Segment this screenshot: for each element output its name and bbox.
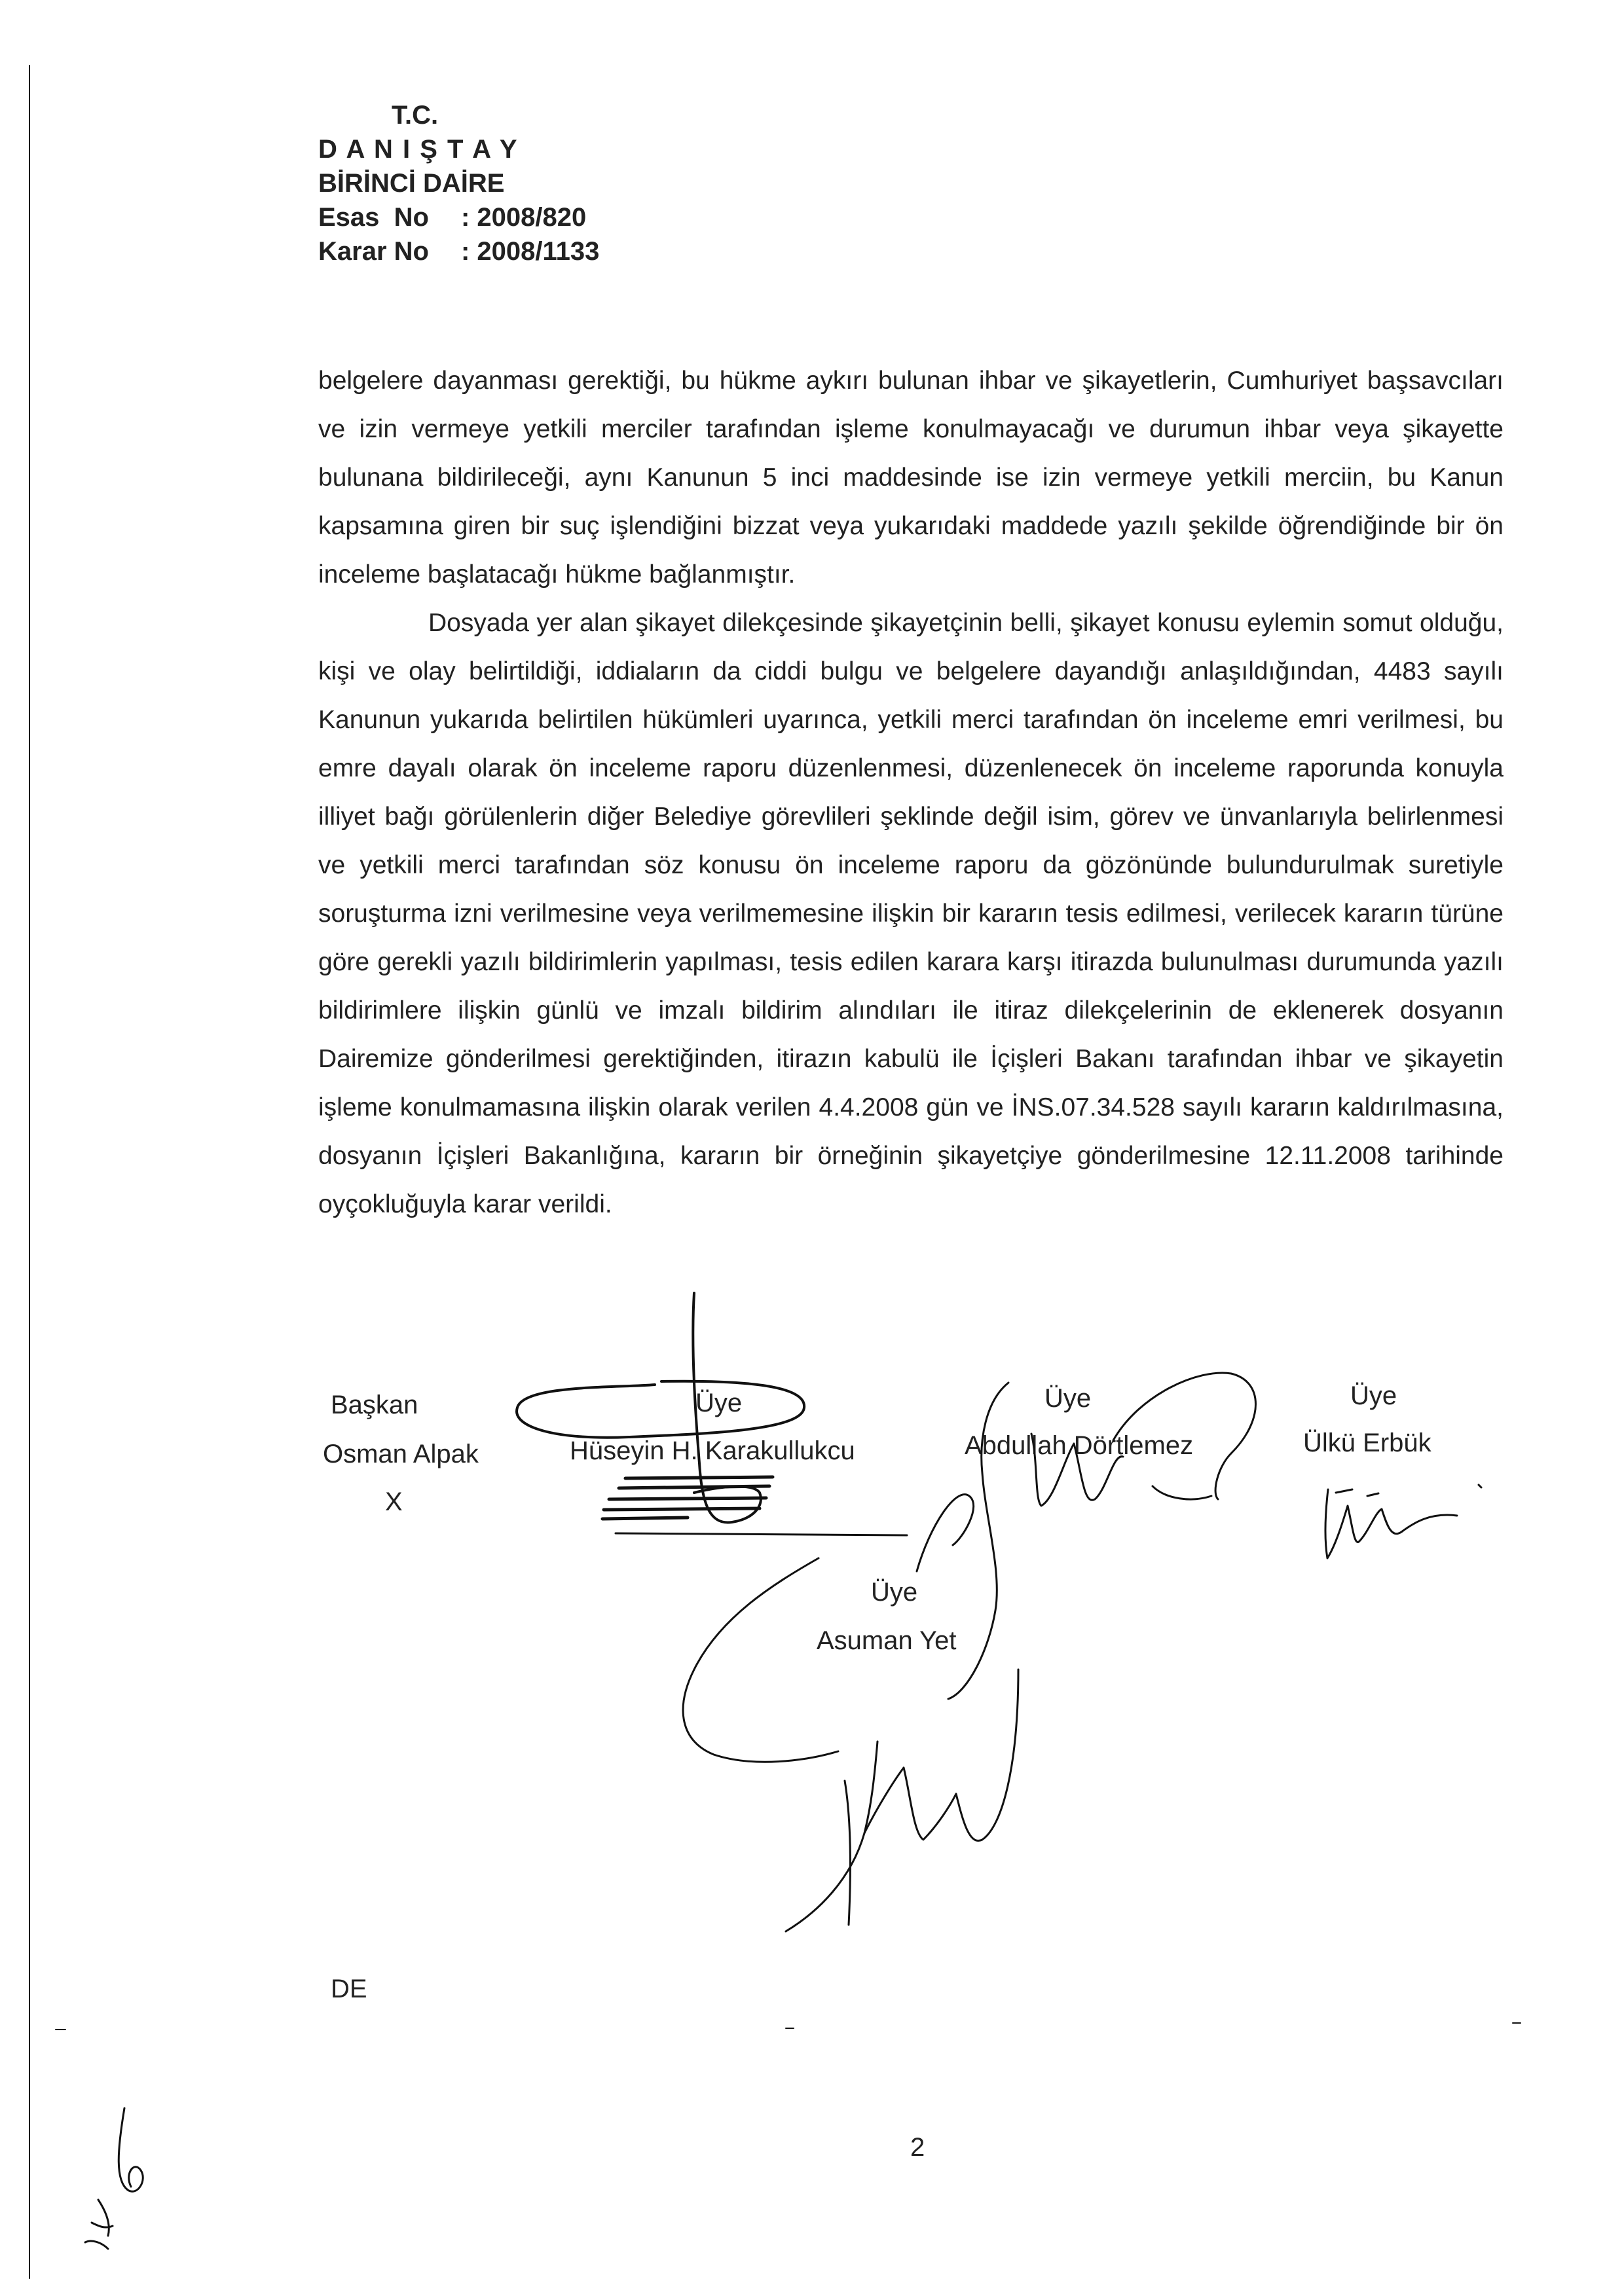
president-title: Başkan xyxy=(331,1391,418,1419)
member3-title: Üye xyxy=(1350,1381,1397,1410)
signature-erbuk xyxy=(1325,1485,1481,1558)
member2-title: Üye xyxy=(1044,1384,1092,1413)
court-name: D A N I Ş T A Y xyxy=(318,135,519,164)
member2-name: Abdullah Dörtlemez xyxy=(965,1431,1194,1460)
esas-value: : 2008/820 xyxy=(461,203,587,232)
chamber-name: BİRİNCİ DAİRE xyxy=(318,169,505,198)
member1-title: Üye xyxy=(695,1389,743,1417)
signature-yet xyxy=(683,1558,1018,1931)
president-mark: X xyxy=(385,1487,403,1516)
member1-name: Hüseyin H. Karakullukcu xyxy=(570,1436,855,1465)
esas-label: Esas No xyxy=(318,203,429,232)
member3-name: Ülkü Erbük xyxy=(1303,1429,1431,1457)
member4-name: Asuman Yet xyxy=(817,1626,957,1655)
page-number: 2 xyxy=(910,2133,925,2162)
karar-value: : 2008/1133 xyxy=(461,237,600,266)
typist-initials: DE xyxy=(331,1975,367,2003)
karar-label: Karar No xyxy=(318,237,429,266)
margin-initials-scribble xyxy=(85,2108,143,2249)
signature-dortlemez xyxy=(917,1373,1256,1699)
president-name: Osman Alpak xyxy=(323,1440,479,1468)
body-paragraph-2: Dosyada yer alan şikayet dilekçesinde şikayetçinin belli, şikayet konusu eylemin somut olduğu, kişi ve olay belirtildiği, iddiaların da ciddi bulgu ve belgelere dayandığı anlaşıldığından, 4483 sayılı Kanunun yukarıda belirtilen hükümleri uyarınca, yetkili merci tarafından ön inceleme emri verilmesi, bu emre dayalı olarak ön inceleme raporu düzenlenmesi, düzenlenecek ön inceleme raporunda konuyla illiyet bağı görülenlerin diğer Belediye görevlileri şeklinde değil isim, görev ve ünvanlarıyla belirlenmesi ve yetkili merci tarafından söz konusu ön inceleme raporu da gözönünde bulundurulmak suretiyle soruşturma izni verilmesine veya verilmemesine ilişkin bir kararın tesis edilmesi, verilecek kararın türüne göre gerekli yazılı bildirimlerin yapılması, tesis edilen karara karşı itirazda bulunulması durumunda yazılı bildirimlere ilişkin günlü ve imzalı bildirim alındıları ile itiraz dilekçelerinin de eklenerek dosyanın Dairemize gönderilmesi gerektiğinden, itirazın kabulü ile İçişleri Bakanı tarafından ihbar ve şikayetin işleme konulmamasına ilişkin olarak verilen 4.4.2008 gün ve İNS.07.34.528 sayılı kararın kaldırılmasına, dosyanın İçişleri Bakanlığına, kararın bir örneğinin şikayetçiye gönderilmesine 12.11.2008 tarihinde oyçokluğuyla karar verildi. xyxy=(318,609,1504,1218)
member4-title: Üye xyxy=(871,1578,918,1607)
signature-karakullukcu xyxy=(517,1293,907,1535)
country-line: T.C. xyxy=(392,101,439,130)
body-paragraph-1: belgelere dayanması gerektiği, bu hükme aykırı bulunan ihbar ve şikayetlerin, Cumhuriyet başsavcıları ve izin vermeye yetkili merciler tarafından işleme konulmayacağı ve durumun ihbar veya şikayette bulunana bildirileceği, aynı Kanunun 5 inci maddesinde ise izin vermeye yetkili merciin, bu Kanun kapsamına giren bir suç işlendiğini bizzat veya yukarıdaki maddede yazılı şekilde öğrendiğinde bir ön inceleme başlatacağı hükme bağlanmıştır. xyxy=(318,367,1504,589)
scan-edge-marks xyxy=(29,65,1521,2278)
